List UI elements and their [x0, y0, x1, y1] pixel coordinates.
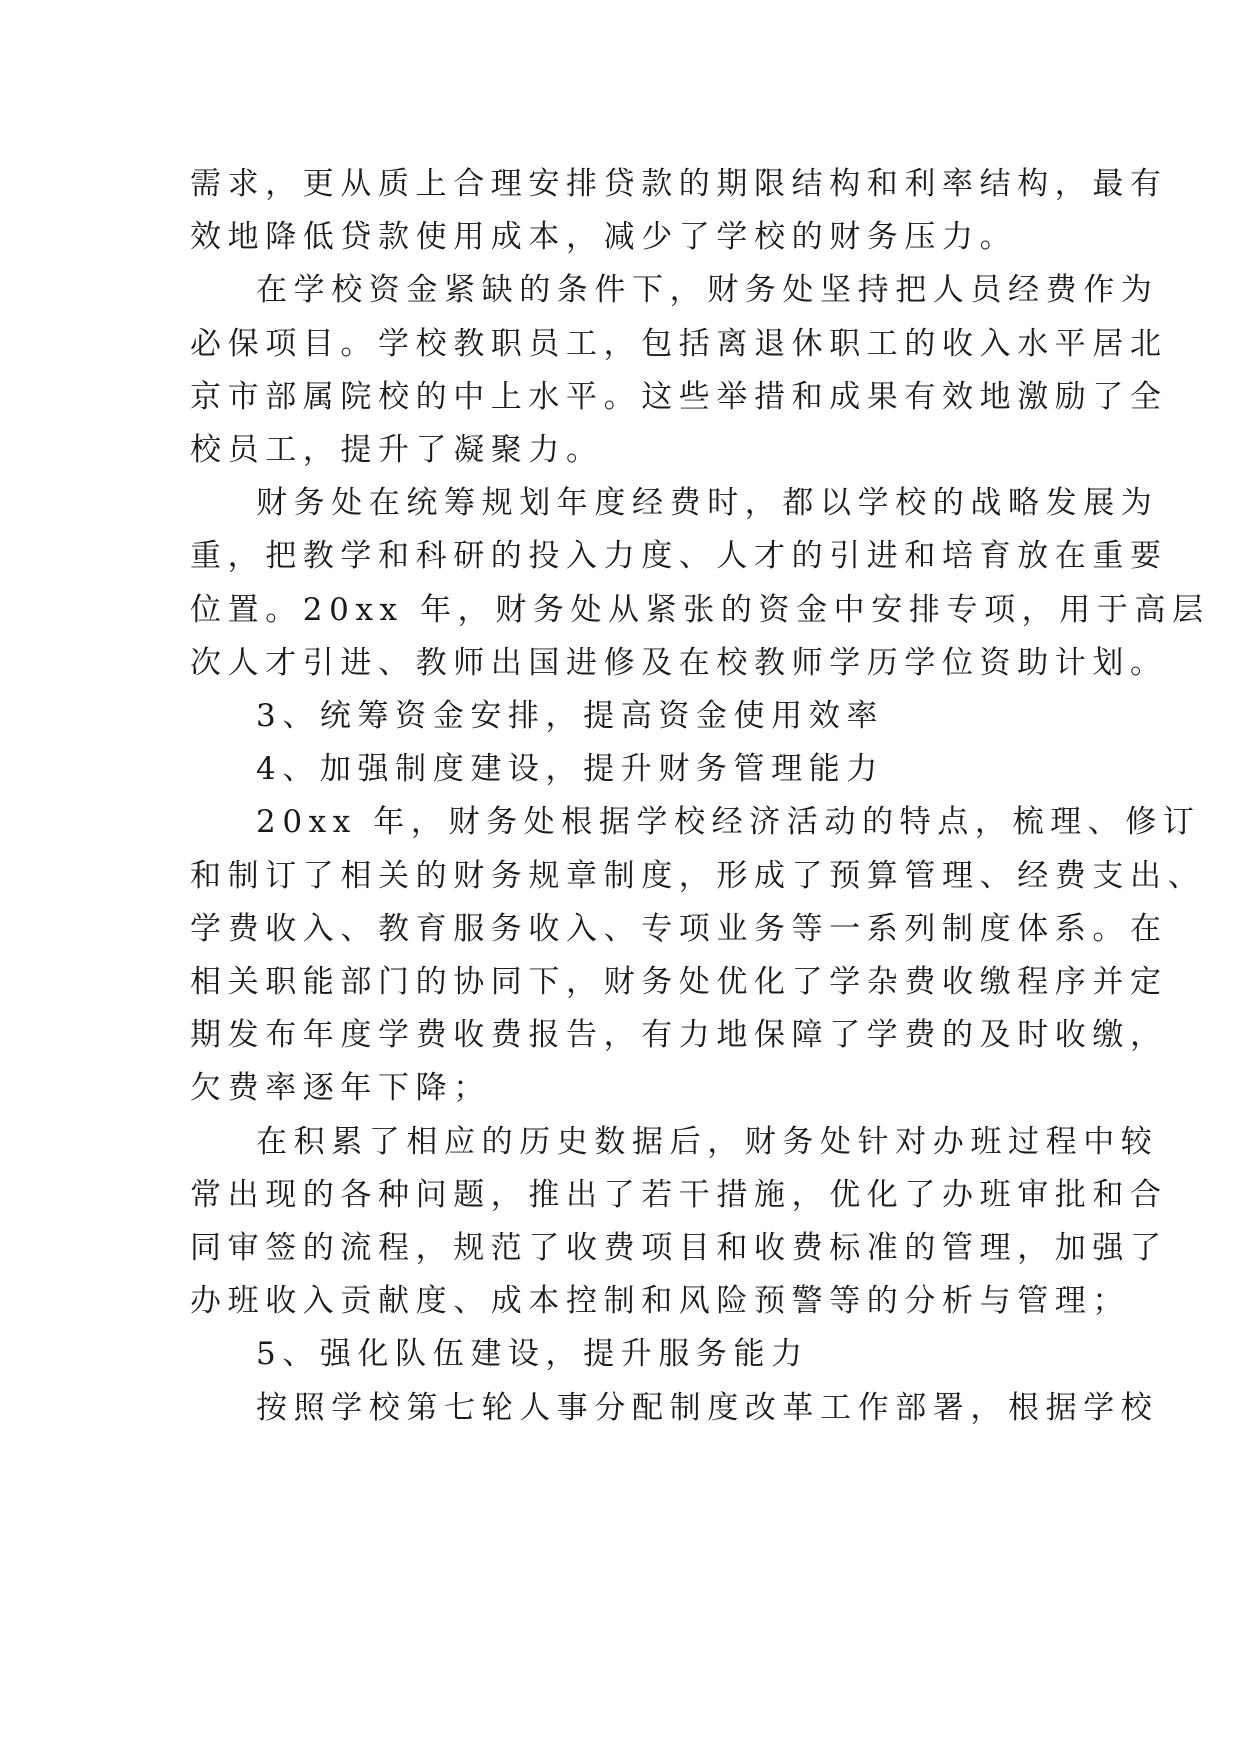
text-line: 期发布年度学费收费报告，有力地保障了学费的及时收缴， [190, 1017, 1168, 1054]
paragraph-6 [190, 1382, 1159, 1435]
text-line: 重，把教学和科研的投入力度、人才的引进和培育放在重要 [190, 538, 1168, 575]
text-line: 财务处在统筹规划年度经费时，都以学校的战略发展为 [256, 485, 1159, 522]
text-line: 效地降低贷款使用成本，减少了学校的财务压力。 [190, 219, 1018, 256]
paragraph-2 [190, 264, 1168, 477]
paragraph-5 [190, 1116, 1168, 1329]
text-line: 20xx 年，财务处根据学校经济活动的特点，梳理、修订 [256, 804, 1201, 841]
paragraph-1 [190, 158, 1168, 264]
text-line: 和制订了相关的财务规章制度，形成了预算管理、经费支出、 [190, 857, 1206, 894]
section-heading: 4、加强制度建设，提升财务管理能力 [256, 751, 884, 788]
text-line: 办班收入贡献度、成本控制和风险预警等的分析与管理； [190, 1283, 1130, 1320]
heading-4 [190, 743, 1070, 796]
text-line: 常出现的各种问题，推出了若干措施，优化了办班审批和合 [190, 1176, 1168, 1213]
text-line: 次人才引进、教师出国进修及在校教师学历学位资助计划。 [190, 644, 1168, 681]
section-heading: 3、统筹资金安排，提高资金使用效率 [256, 698, 884, 735]
text-line: 欠费率逐年下降； [190, 1070, 491, 1107]
text-line: 学费收入、教育服务收入、专项业务等一系列制度体系。在 [190, 910, 1168, 947]
heading-5 [190, 1328, 1070, 1381]
text-line: 在学校资金紧缺的条件下，财务处坚持把人员经费作为 [256, 272, 1159, 309]
paragraph-3 [190, 477, 1210, 690]
text-line: 京市部属院校的中上水平。这些举措和成果有效地激励了全 [190, 378, 1168, 415]
text-line: 按照学校第七轮人事分配制度改革工作部署，根据学校 [256, 1389, 1159, 1426]
text-line: 需求，更从质上合理安排贷款的期限结构和利率结构，最有 [190, 166, 1168, 202]
body-text [190, 158, 1210, 1435]
section-heading: 5、强化队伍建设，提升服务能力 [256, 1336, 809, 1373]
text-line: 位置。20xx 年，财务处从紧张的资金中安排专项，用于高层 [190, 591, 1210, 628]
text-line: 必保项目。学校教职员工，包括离退休职工的收入水平居北 [190, 325, 1168, 362]
heading-3 [190, 690, 1070, 743]
paragraph-4 [190, 796, 1206, 1115]
text-line: 在积累了相应的历史数据后，财务处针对办班过程中较 [256, 1123, 1159, 1160]
text-line: 同审签的流程，规范了收费项目和收费标准的管理，加强了 [190, 1230, 1168, 1267]
text-line: 相关职能部门的协同下，财务处优化了学杂费收缴程序并定 [190, 964, 1168, 1001]
text-line: 校员工，提升了凝聚力。 [190, 432, 604, 469]
